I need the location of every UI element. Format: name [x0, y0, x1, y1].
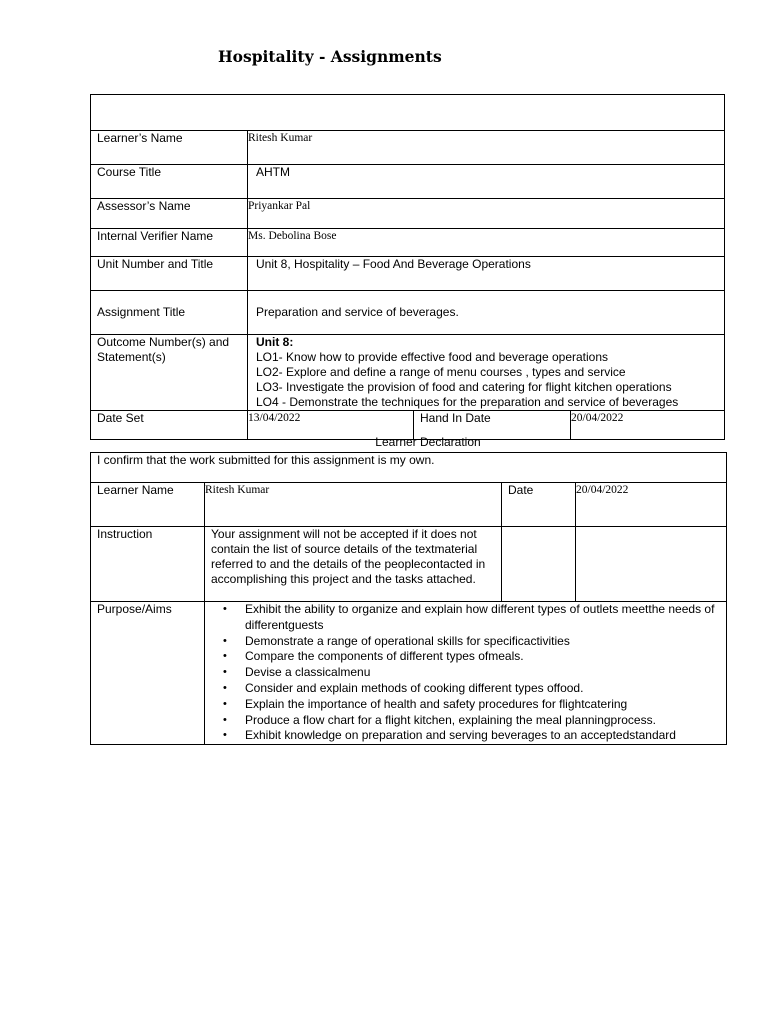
instruction-text: Your assignment will not be accepted if it does not contain the list of source details of the textmaterial referred to and the details of the peoplecontacted in accomplishing this project and the tasks attached. [205, 527, 502, 602]
learner-name-value: Ritesh Kumar [248, 131, 725, 165]
list-item: • Exhibit the ability to organize and explain how different types of outlets meetthe needs of differentguests [245, 602, 726, 634]
hand-in-label: Hand In Date [414, 411, 571, 440]
assessor-name-label: Assessor’s Name [91, 199, 248, 229]
outcome-label: Outcome Number(s) and Statement(s) [91, 335, 248, 411]
outcome-statements [248, 335, 725, 411]
aims-list [205, 602, 726, 744]
purpose-aims-cell [205, 602, 727, 745]
course-title-value: AHTM [248, 165, 725, 199]
unit-value: Unit 8, Hospitality – Food And Beverage Operations [248, 257, 725, 291]
list-item: • Produce a flow chart for a flight kitchen, explaining the meal planningprocess. [245, 713, 726, 729]
outcome-item: LO3- Investigate the provision of food and catering for flight kitchen operations [256, 380, 672, 394]
empty-cell [502, 527, 576, 602]
page-title: Hospitality - Assignments [218, 47, 442, 66]
blank-header-cell [91, 95, 725, 131]
list-item: • Demonstrate a range of operational skills for specificactivities [245, 634, 726, 650]
assignment-title-label: Assignment Title [91, 291, 248, 335]
declaration-learner-name-label: Learner Name [91, 483, 205, 527]
outcome-item: LO4 - Demonstrate the techniques for the preparation and service of beverages [256, 395, 679, 409]
hand-in-value: 20/04/2022 [571, 411, 725, 440]
instruction-label: Instruction [91, 527, 205, 602]
empty-cell [576, 527, 727, 602]
declaration-date-label: Date [502, 483, 576, 527]
date-set-label: Date Set [91, 411, 248, 440]
outcome-heading: Unit 8: [256, 335, 294, 349]
unit-label: Unit Number and Title [91, 257, 248, 291]
purpose-label: Purpose/Aims [91, 602, 205, 745]
verifier-name-label: Internal Verifier Name [91, 229, 248, 257]
list-item: • Exhibit knowledge on preparation and serving beverages to an acceptedstandard [245, 728, 726, 744]
list-item: • Explain the importance of health and safety procedures for flightcatering [245, 697, 726, 713]
outcome-item: LO2- Explore and define a range of menu courses , types and service [256, 365, 626, 379]
learner-declaration-table [90, 452, 727, 745]
learner-declaration-heading: Learner Declaration [375, 435, 481, 449]
list-item: • Devise a classicalmenu [245, 665, 726, 681]
verifier-name-value: Ms. Debolina Bose [248, 229, 725, 257]
outcome-item: LO1- Know how to provide effective food and beverage operations [256, 350, 609, 364]
declaration-learner-name-value: Ritesh Kumar [205, 483, 502, 527]
learner-name-label: Learner’s Name [91, 131, 248, 165]
assignment-title-value: Preparation and service of beverages. [248, 291, 725, 335]
course-title-label: Course Title [91, 165, 248, 199]
list-item: • Consider and explain methods of cooking different types offood. [245, 681, 726, 697]
list-item: • Compare the components of different types ofmeals. [245, 649, 726, 665]
date-set-value: 13/04/2022 [248, 411, 414, 440]
declaration-date-value: 20/04/2022 [576, 483, 727, 527]
declaration-statement: I confirm that the work submitted for this assignment is my own. [91, 453, 727, 483]
assessor-name-value: Priyankar Pal [248, 199, 725, 229]
assignment-info-table [90, 94, 725, 440]
